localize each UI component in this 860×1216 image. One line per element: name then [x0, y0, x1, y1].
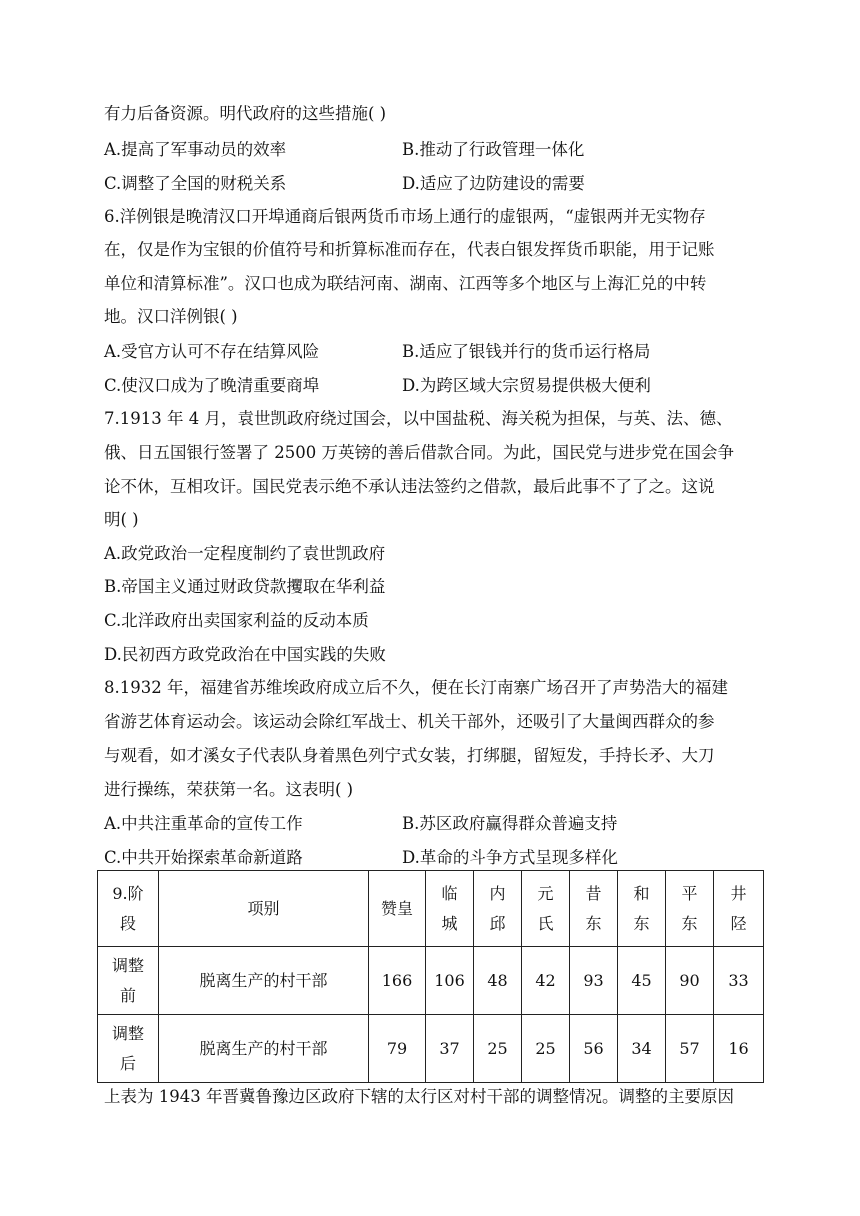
q6-stem-line-3: 单位和清算标准”。汉口也成为联结河南、湖南、江西等多个地区与上海汇兑的中转	[104, 274, 707, 293]
table-cell: 56	[570, 1015, 618, 1083]
q6-stem-line-2: 在，仅是作为宝银的价值符号和折算标准而存在，代表白银发挥货币职能，用于记账	[104, 240, 715, 259]
table-row	[98, 1015, 764, 1083]
table-cell: 166	[369, 947, 426, 1015]
q5-option-b: B.推动了行政管理一体化	[402, 140, 585, 159]
village-cadre-table	[97, 870, 764, 1083]
header-county-lincheng: 临 城	[426, 871, 474, 947]
q8-stem-line-1: 8.1932 年，福建省苏维埃政府成立后不久，便在长汀南寨广场召开了声势浩大的福建	[104, 678, 728, 697]
table-cell: 33	[714, 947, 764, 1015]
table-header-row	[98, 871, 764, 947]
q7-stem-line-2: 俄、日五国银行签署了 2500 万英镑的善后借款合同。为此，国民党与进步党在国会争	[104, 443, 734, 462]
table-cell: 57	[666, 1015, 714, 1083]
header-item: 项别	[159, 871, 369, 947]
q8-stem-line-2: 省游艺体育运动会。该运动会除红军战士、机关干部外，还吸引了大量闽西群众的参	[104, 712, 715, 731]
table-row	[98, 947, 764, 1015]
header-county-zanhuang: 赞皇	[369, 871, 426, 947]
header-county-hedong: 和 东	[618, 871, 666, 947]
q8-stem-line-4: 进行操练，荣获第一名。这表明( )	[104, 780, 354, 799]
q7-option-d: D.民初西方政党政治在中国实践的失败	[104, 645, 386, 664]
header-county-neiqiu: 内 邱	[474, 871, 522, 947]
question-5-stem-end: 有力后备资源。明代政府的这些措施( )	[104, 104, 387, 123]
q7-stem-line-4: 明( )	[104, 510, 139, 529]
header-county-yuanshi: 元 氏	[522, 871, 570, 947]
row-item: 脱离生产的村干部	[159, 1015, 369, 1083]
header-county-xidong: 昔 东	[570, 871, 618, 947]
row-stage: 调整 前	[98, 947, 159, 1015]
q8-option-a: A.中共注重革命的宣传工作	[104, 814, 303, 833]
table-cell: 25	[474, 1015, 522, 1083]
table-cell: 25	[522, 1015, 570, 1083]
q7-stem-line-1: 7.1913 年 4 月，袁世凯政府绕过国会，以中国盐税、海关税为担保，与英、法、德、	[104, 409, 733, 428]
q6-stem-line-4: 地。汉口洋例银( )	[104, 307, 238, 326]
q8-stem-line-3: 与观看，如才溪女子代表队身着黑色列宁式女装，打绑腿，留短发，手持长矛、大刀	[104, 746, 715, 765]
q7-stem-line-3: 论不休，互相攻讦。国民党表示绝不承认违法签约之借款，最后此事不了了之。这说	[104, 477, 715, 496]
q8-option-b: B.苏区政府赢得群众普遍支持	[402, 814, 618, 833]
q8-option-c: C.中共开始探索革命新道路	[104, 848, 303, 867]
q6-option-d: D.为跨区域大宗贸易提供极大便利	[402, 376, 651, 395]
q7-option-c: C.北洋政府出卖国家利益的反动本质	[104, 611, 369, 630]
table-cell: 42	[522, 947, 570, 1015]
table-cell: 16	[714, 1015, 764, 1083]
table-cell: 106	[426, 947, 474, 1015]
q5-option-a: A.提高了军事动员的效率	[104, 140, 287, 159]
table-cell: 34	[618, 1015, 666, 1083]
table-cell: 37	[426, 1015, 474, 1083]
header-county-pingdong: 平 东	[666, 871, 714, 947]
row-stage: 调整 后	[98, 1015, 159, 1083]
header-county-jingxing: 井 陉	[714, 871, 764, 947]
table-cell: 48	[474, 947, 522, 1015]
table-cell: 90	[666, 947, 714, 1015]
q5-option-d: D.适应了边防建设的需要	[402, 174, 585, 193]
q6-stem-line-1: 6.洋例银是晚清汉口开埠通商后银两货币市场上通行的虚银两，“虚银两并无实物存	[104, 207, 706, 226]
table-cell: 79	[369, 1015, 426, 1083]
table-cell: 93	[570, 947, 618, 1015]
header-stage: 9.阶 段	[98, 871, 159, 947]
table-cell: 45	[618, 947, 666, 1015]
q6-option-c: C.使汉口成为了晚清重要商埠	[104, 376, 320, 395]
q9-stem-after-table: 上表为 1943 年晋冀鲁豫边区政府下辖的太行区对村干部的调整情况。调整的主要原因	[104, 1087, 734, 1106]
q6-option-b: B.适应了银钱并行的货币运行格局	[402, 342, 651, 361]
row-item: 脱离生产的村干部	[159, 947, 369, 1015]
q6-option-a: A.受官方认可不存在结算风险	[104, 342, 320, 361]
q5-option-c: C.调整了全国的财税关系	[104, 174, 287, 193]
q8-option-d: D.革命的斗争方式呈现多样化	[402, 848, 618, 867]
q7-option-b: B.帝国主义通过财政贷款攫取在华利益	[104, 577, 386, 596]
q7-option-a: A.政党政治一定程度制约了袁世凯政府	[104, 544, 386, 563]
